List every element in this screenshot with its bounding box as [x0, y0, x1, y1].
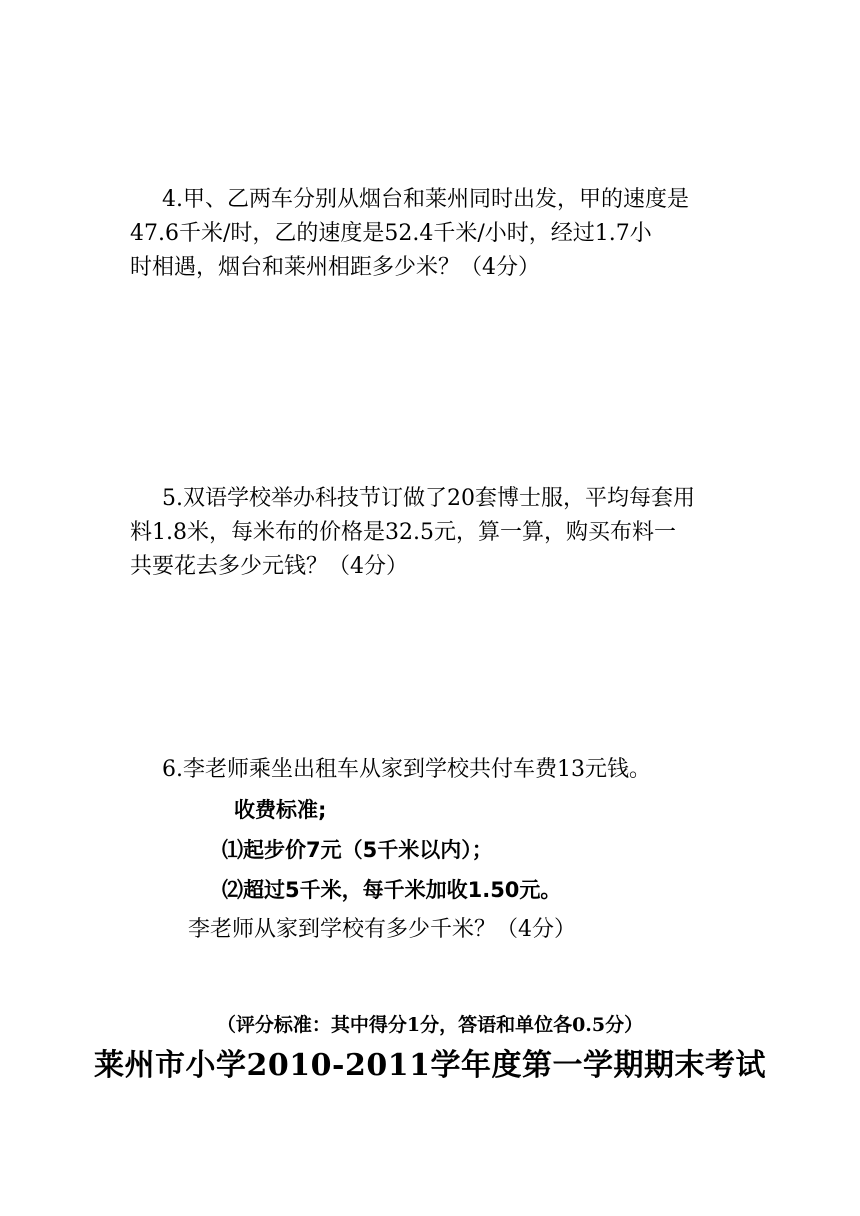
exam-title: 莱州市小学2010-2011学年度第一学期期末考试	[94, 1048, 766, 1083]
question-6-question: 李老师从家到学校有多少千米？（4分）	[188, 917, 576, 942]
question-5-line-2: 料1.8米，每米布的价格是32.5元，算一算，购买布料一	[130, 520, 676, 545]
question-5-line-3: 共要花去多少元钱？（4分）	[130, 554, 408, 579]
question-4-line-3: 时相遇，烟台和莱州相距多少米？（4分）	[130, 255, 540, 280]
question-6	[130, 750, 730, 950]
question-5	[130, 482, 730, 584]
question-6-intro: 6.李老师乘坐出租车从家到学校共付车费13元钱。	[162, 757, 651, 782]
fare-standard-title: 收费标准;	[234, 798, 327, 822]
scoring-note: （评分标准：其中得分1分，答语和单位各0.5分）	[216, 1014, 644, 1036]
fare-rule-1: ⑴起步价7元（5千米以内）；	[222, 838, 493, 862]
fare-rule-2: ⑵超过5千米，每千米加收1.50元。	[222, 878, 562, 902]
question-5-line-1: 5.双语学校举办科技节订做了20套博士服，平均每套用	[162, 486, 695, 511]
question-4-line-1: 4.甲、乙两车分别从烟台和莱州同时出发，甲的速度是	[162, 187, 689, 212]
question-4-line-2: 47.6千米/时，乙的速度是52.4千米/小时，经过1.7小	[130, 221, 652, 246]
question-4	[130, 183, 730, 285]
